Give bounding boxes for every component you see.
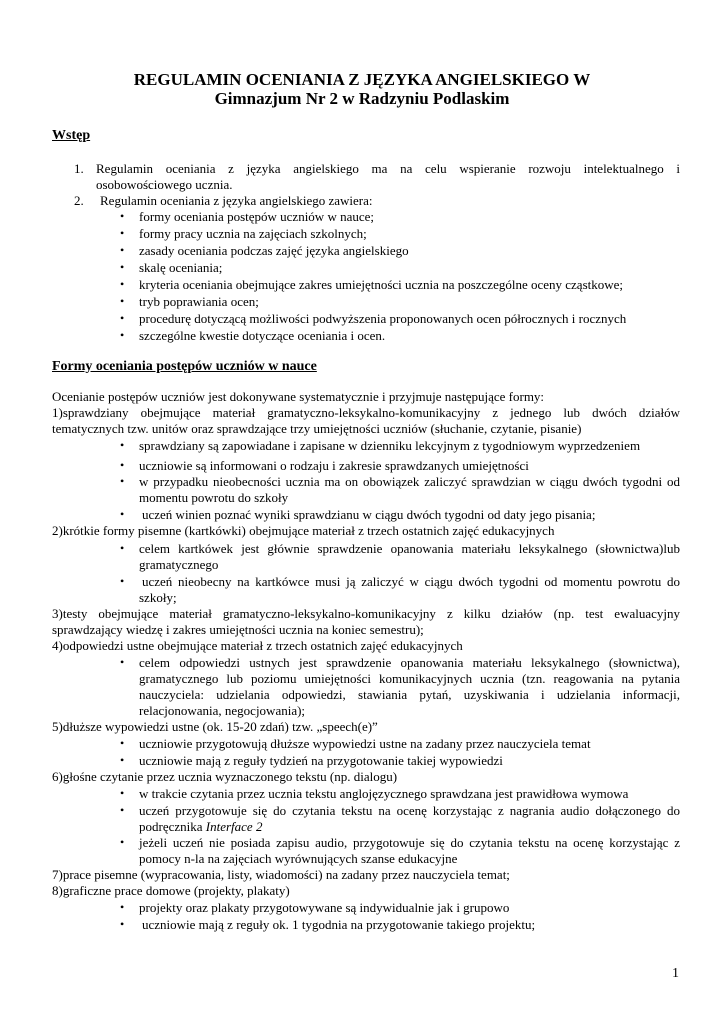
section-heading-formy: Formy oceniania postępów uczniów w nauce [52,359,317,374]
bullet-text: skalę oceniania; [139,260,223,275]
bullet-text: uczniowie przygotowują dłuższe wypowiedzi ustne na zadany przez nauczyciela temat [139,736,591,751]
bullet-icon: • [120,328,125,342]
bullet-text: uczniowie mają z reguły tydzień na przygotowanie takiej wypowiedzi [139,753,503,768]
bullet-text: uczeń przygotowuje się do czytania tekstu na ocenę korzystając z nagrania audio dołączonego do [139,803,680,818]
paragraph-item-4: 4)odpowiedzi ustne obejmujące materiał z trzech ostatnich zajęć edukacyjnych [52,638,463,653]
bullet-icon: • [120,736,125,750]
bullet-text: w przypadku nieobecności ucznia ma on obowiązek zaliczyć sprawdzian w ciągu dwóch tygodni od [139,474,680,489]
bullet-text: uczeń nieobecny na kartkówce musi ją zaliczyć w ciągu dwóch tygodni od momentu powrotu do [142,574,680,589]
bullet-text: kryteria oceniania obejmujące zakres umiejętności ucznia na poszczególne oceny cząstkowe; [139,277,624,292]
bullet-text-cont-plain: podręcznika [139,819,206,834]
bullet-text: celem odpowiedzi ustnych jest sprawdzenie opanowania materiału leksykalnego (słownictwa), [139,655,680,670]
bullet-icon: • [120,243,125,257]
bullet-text-cont: gramatycznego [139,557,219,572]
bullet-text: tryb poprawiania ocen; [139,294,259,309]
bullet-icon: • [120,753,125,767]
paragraph-item-8: 8)graficzne prace domowe (projekty, plakaty) [52,883,290,898]
paragraph-item-5: 5)dłuższe wypowiedzi ustne (ok. 15-20 zdań) tzw. „speech(e)” [52,719,378,734]
bullet-text-cont [139,818,262,835]
bullet-text: formy oceniania postępów uczniów w nauce; [139,209,375,224]
bullet-icon: • [120,803,125,817]
textbook-title: Interface 2 [205,819,263,834]
bullet-icon: • [120,541,125,555]
paragraph-item-2: 2)krótkie formy pisemne (kartkówki) obejmujące materiał z trzech ostatnich zajęć edukacyjnych [52,523,555,538]
paragraph-intro: Ocenianie postępów uczniów jest dokonywane systematycznie i przyjmuje następujące formy: [52,389,545,404]
bullet-icon: • [120,294,125,308]
bullet-icon: • [120,458,125,472]
bullet-icon: • [120,260,125,274]
bullet-icon: • [120,277,125,291]
bullet-icon: • [120,474,125,488]
bullet-text: formy pracy ucznia na zajęciach szkolnych; [139,226,367,241]
bullet-text-cont: nauczyciela: udzielania odpowiedzi, stawiania pytań, uzyskiwania i udzielania informacji, [139,687,680,702]
bullet-text-cont: gramatycznego lub poziomu umiejętności komunikacyjnych ucznia (tzn. reagowania na pytania [139,671,680,686]
paragraph-item-1: 1)sprawdziany obejmujące materiał gramatyczno-leksykalno-komunikacyjny z jednego lub dwóch działów [52,405,680,420]
section-heading-wstep: Wstęp [52,128,91,143]
bullet-icon: • [120,438,125,452]
bullet-icon: • [120,835,125,849]
paragraph-item-7: 7)prace pisemne (wypracowania, listy, wiadomości) na zadany przez nauczyciela temat; [52,867,510,882]
bullet-text: zasady oceniania podczas zajęć języka angielskiego [139,243,409,258]
bullet-text: sprawdziany są zapowiadane i zapisane w dzienniku lekcyjnym z tygodniowym wyprzedzeniem [139,438,641,453]
bullet-text: celem kartkówek jest głównie sprawdzenie opanowania materiału leksykalnego (słownictwa)lub [139,541,680,556]
bullet-icon: • [120,900,125,914]
bullet-icon: • [120,507,125,521]
paragraph-item-1-cont: tematycznych tzw. unitów oraz sprawdzające trzy umiejętności uczniów (słuchanie, czytanie, pisanie) [52,421,582,436]
bullet-icon: • [120,311,125,325]
paragraph-item-3: 3)testy obejmujące materiał gramatyczno-leksykalno-komunikacyjny z kilku działów (np. test ewaluacyjny [52,606,680,621]
bullet-text: szczególne kwestie dotyczące oceniania i ocen. [139,328,386,343]
bullet-icon: • [120,226,125,240]
bullet-text: procedurę dotyczącą możliwości podwyższenia proponowanych ocen półrocznych i rocznych [139,311,627,326]
bullet-icon: • [120,209,125,223]
bullet-text: w trakcie czytania przez ucznia tekstu anglojęzycznego sprawdzana jest prawidłowa wymowa [139,786,629,801]
bullet-icon: • [120,655,125,669]
page-number: 1 [672,966,679,981]
paragraph-item-6: 6)głośne czytanie przez ucznia wyznaczonego tekstu (np. dialogu) [52,769,398,784]
bullet-icon: • [120,917,125,931]
bullet-text: uczeń winien poznać wyniki sprawdzianu w ciągu dwóch tygodni od daty jego pisania; [142,507,596,522]
bullet-icon: • [120,786,125,800]
bullet-text-cont: szkoły; [139,590,177,605]
list-number: 2. [74,193,84,208]
document-title-line2: Gimnazjum Nr 2 w Radzyniu Podlaskim [214,89,510,108]
bullet-text-cont: momentu powrotu do szkoły [139,490,289,505]
bullet-text-cont: relacjonowania, negocjowania); [139,703,306,718]
bullet-text-cont: pomocy n-la na zajęciach wyrównujących szanse edukacyjne [139,851,458,866]
bullet-text: uczniowie mają z reguły ok. 1 tygodnia na przygotowanie takiego projektu; [142,917,536,932]
list-item-text: Regulamin oceniania z języka angielskiego zawiera: [100,193,373,208]
list-number: 1. [74,161,84,176]
list-item-text: osobowościowego ucznia. [96,177,233,192]
list-item-text: Regulamin oceniania z języka angielskiego ma na celu wspieranie rozwoju intelektualnego i [96,161,680,176]
bullet-icon: • [120,574,125,588]
paragraph-item-3-cont: sprawdzający wiedzę i zakres umiejętności ucznia na koniec semestru); [52,622,424,637]
bullet-text: projekty oraz plakaty przygotowywane są indywidualnie jak i grupowo [139,900,510,915]
bullet-text: jeżeli uczeń nie posiada zapisu audio, przygotowuje się do czytania tekstu na ocenę korzystając z [139,835,680,850]
document-title-line1: REGULAMIN OCENIANIA Z JĘZYKA ANGIELSKIEGO W [133,70,591,89]
bullet-text: uczniowie są informowani o rodzaju i zakresie sprawdzanych umiejętności [139,458,529,473]
